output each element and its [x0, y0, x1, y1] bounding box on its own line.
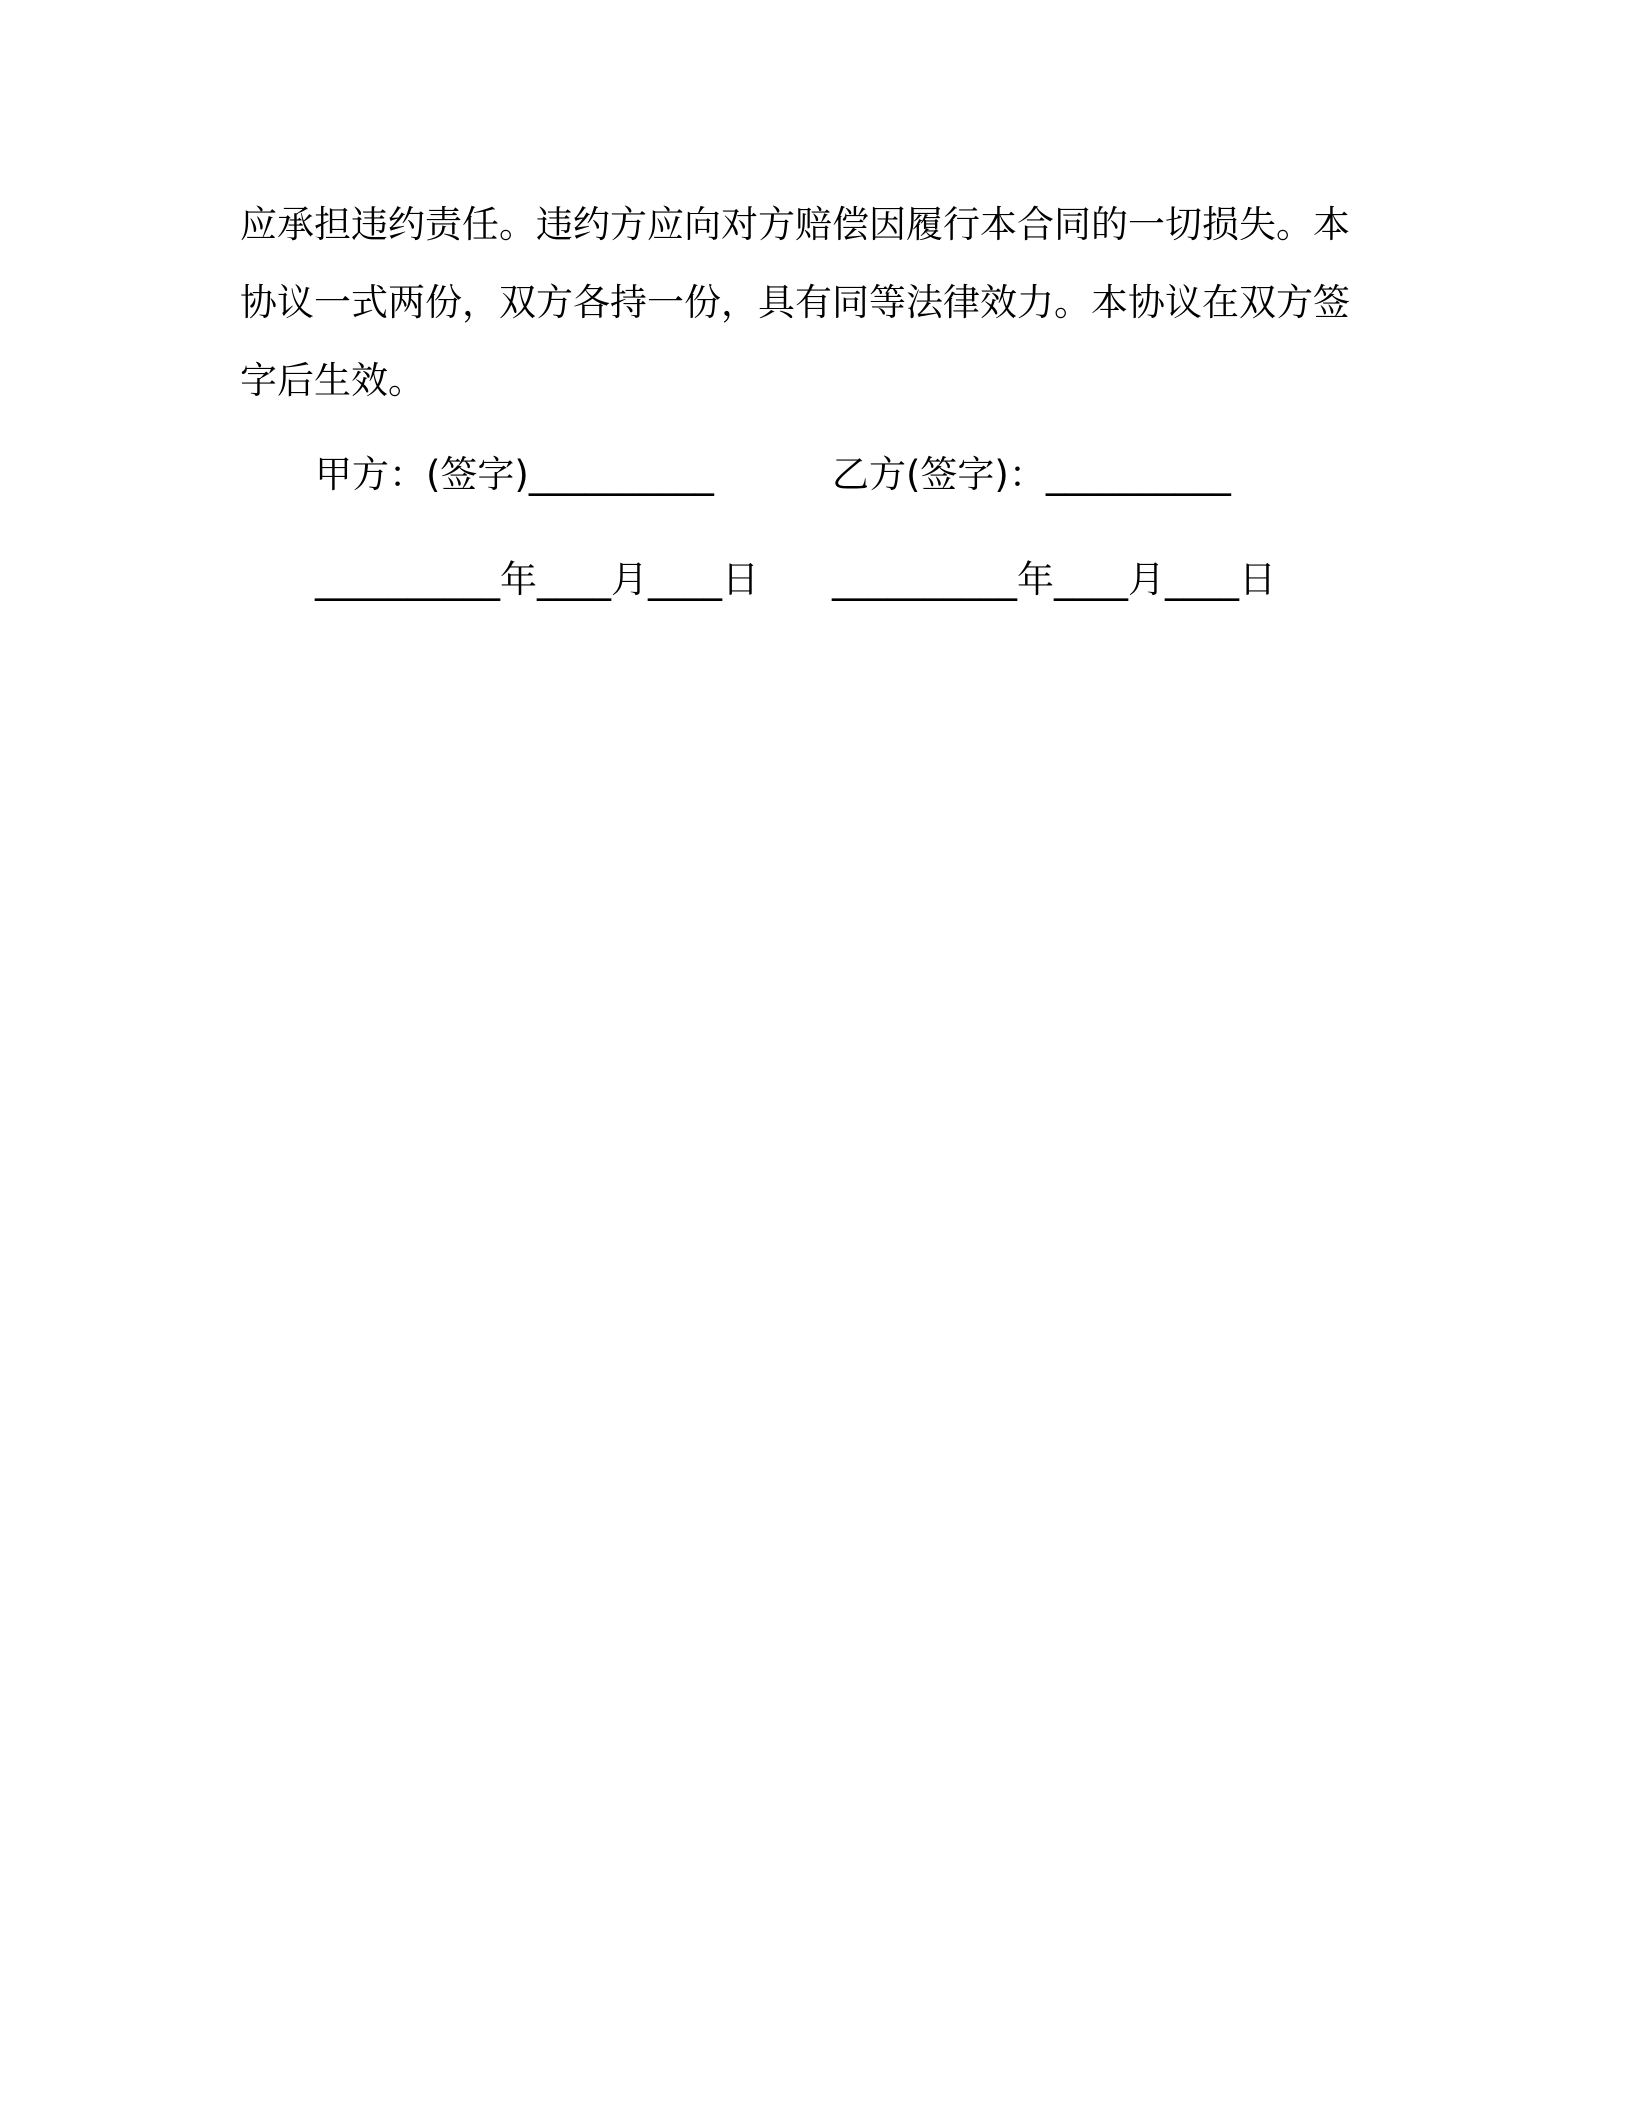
party-a-date-field: __________年____月____日 [315, 558, 759, 601]
closing-paragraph [240, 186, 1360, 420]
date-row [0, 550, 1632, 610]
signature-row [0, 445, 1632, 505]
paragraph-line-3: 字后生效。 [240, 359, 425, 402]
paragraph-line-2: 协议一式两份，双方各持一份，具有同等法律效力。本协议在双方签 [240, 281, 1350, 324]
party-b-date-field: __________年____月____日 [832, 558, 1276, 601]
party-a-signature-field: 甲方：(签字)__________ [315, 453, 714, 496]
party-b-signature-field: 乙方(签字)：__________ [832, 453, 1231, 496]
paragraph-line-1: 应承担违约责任。违约方应向对方赔偿因履行本合同的一切损失。本 [240, 203, 1350, 246]
